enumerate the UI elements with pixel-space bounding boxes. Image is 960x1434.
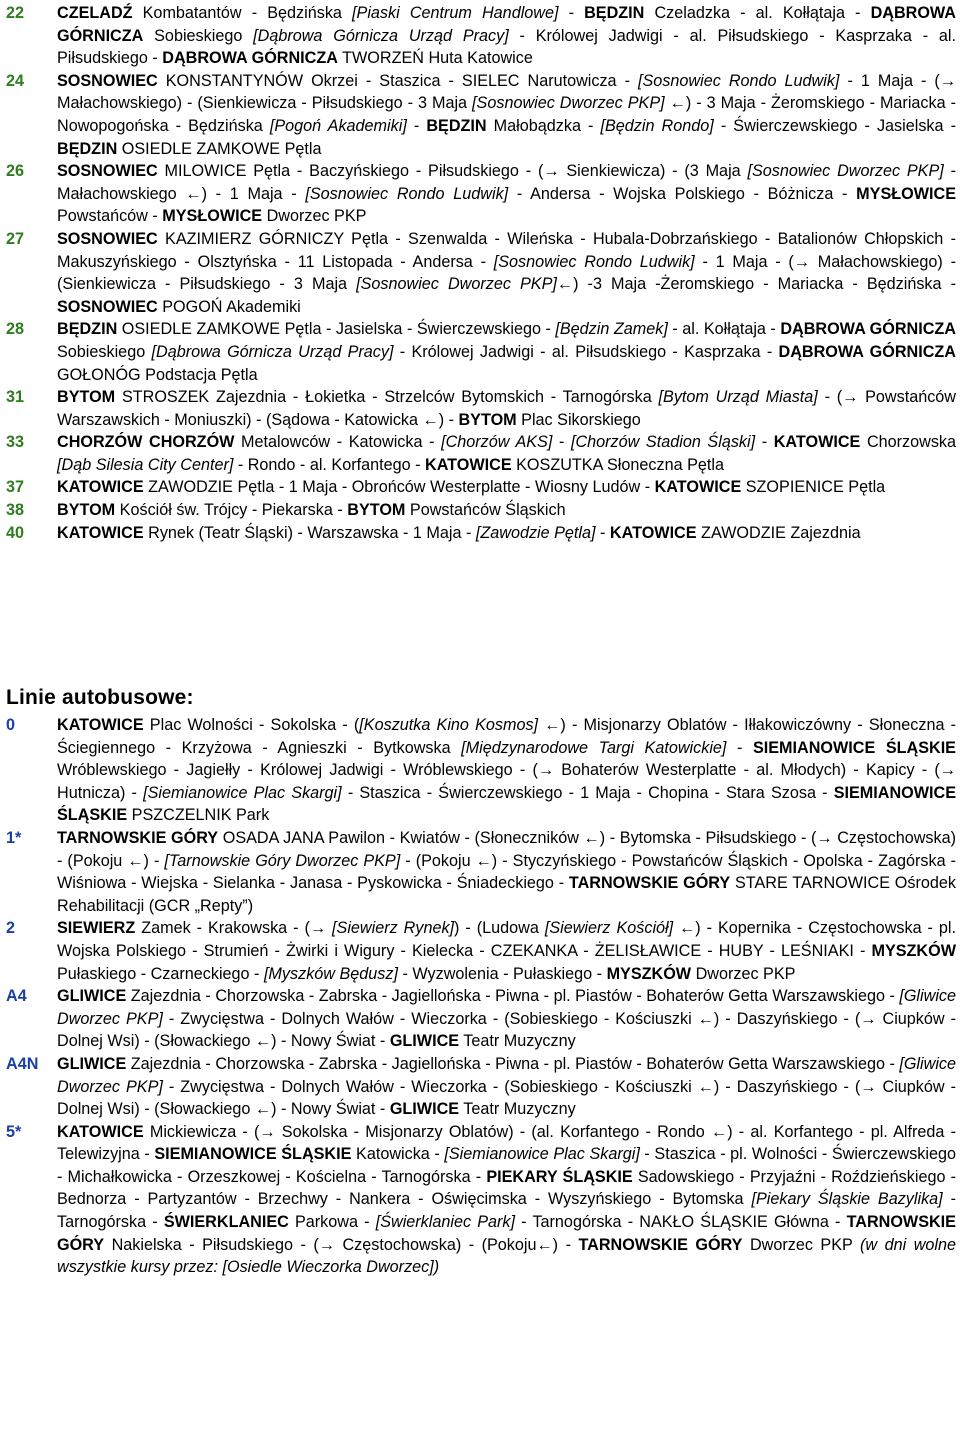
route-text: - [595,523,610,542]
route-number: A4N [6,1054,39,1073]
city-name: DĄBROWA GÓRNICZA [778,342,956,361]
tram-route-entry [0,2,960,70]
route-text: POGOŃ Akademiki [157,297,301,316]
stop-name: [Będzin Zamek] [555,320,668,339]
city-name: SIEWIERZ [57,919,136,938]
route-number: 27 [6,229,25,248]
route-text: Zajezdnia - Chorzowska - Zabrska - Jagiellońska - Piwna - pl. Piastów - Bohaterów Getta Warszawskiego - [126,1054,900,1073]
bus-route-entry [0,1053,960,1121]
city-name: DĄBROWA GÓRNICZA [57,4,956,45]
route-number: 37 [6,478,25,497]
route-number: 28 [6,320,25,339]
route-text: - Królowej Jadwigi - al. Piłsudskiego - Kasprzaka - [393,342,779,361]
stop-name: [Siewierz Kościół] [544,919,674,938]
route-number: 38 [6,501,25,520]
route-description [57,829,956,915]
stop-name: [Świerklaniec Park] [375,1213,516,1232]
route-text: ←) - Misjonarzy Oblatów - Iłłakowiczówny - Słoneczna - Ściegiennego - Krzyżowa - Agnieszki - Bytkowska [57,716,956,757]
stop-name: (w dni wolne wszystkie kursy przez: [Osiedle Wieczorka Dworzec]) [57,1235,956,1277]
route-text: - [406,116,427,135]
city-name: BYTOM [458,410,517,429]
city-name: CHORZÓW CHORZÓW [57,433,235,452]
route-text: Nakielska - Piłsudskiego - (→ Częstochowska) - (Pokoju←) - [104,1235,579,1254]
route-text: Mickiewicza - (→ Sokolska - Misjonarzy Oblatów) - (al. Korfantego - Rondo ←) - al. Korfantego - pl. Alfreda - Telewizyjna - [57,1122,956,1164]
route-text: - Wyzwolenia - Pułaskiego - [397,964,607,983]
route-number: 1* [6,828,22,847]
stop-name: [Gliwice Dworzec PKP] [57,1054,957,1096]
route-text: MILOWICE Pętla - Baczyńskiego - Piłsudskiego - (→ Sienkiewicza) - (3 Maja [157,162,748,181]
route-text: - Tarnogórska - [57,1190,956,1232]
tram-route-entry [0,431,960,476]
route-text: Kościół św. Trójcy - Piekarska - [115,501,348,520]
route-text: Teatr Muzyczny [459,1032,576,1051]
route-number: 22 [6,4,25,22]
city-name: GLIWICE [57,1054,127,1073]
city-name: BĘDZIN [57,320,118,339]
tram-route-entry [0,160,960,228]
route-description [57,987,956,1050]
route-text: Rynek (Teatr Śląski) - Warszawska - 1 Maja - [143,523,476,542]
route-text: - (Pokoju ←) - Styczyńskiego - Powstańców Śląskich - Opolska - Zagórska - Wiśniowa - Wiejska - Sielanka - Janasa - Pyskowicka - Śniadeckiego - [57,851,956,893]
route-description [57,72,956,158]
route-text: - Królowej Jadwigi - al. Piłsudskiego - Kasprzaka - al. Piłsudskiego - [57,26,956,68]
route-text: OSIEDLE ZAMKOWE Pętla - Jasielska - Świerczewskiego - [117,320,556,339]
route-text: TWORZEŃ Huta Katowice [337,49,533,68]
route-text: ←) -3 Maja -Żeromskiego - Mariacka - Będzińska - [556,275,956,294]
city-name: BYTOM [57,388,116,407]
route-number: 2 [6,919,16,938]
route-text: ←) - Kopernika - Częstochowska - pl. Wojska Polskiego - Strumień - Żwirki i Wigury - Kielecka - CZEKANKA - ŻELISŁAWICE - HUBY - LEŚNIAKI - [57,919,956,960]
route-number: 40 [6,523,25,542]
stop-name: [Chorzów AKS] [441,433,553,452]
stop-name: [Zawodzie Pętla] [475,523,596,542]
city-name: SOSNOWIEC [57,229,158,248]
bus-route-entry [0,714,960,827]
route-text: Teatr Muzyczny [459,1100,576,1119]
route-text: PSZCZELNIK Park [127,806,270,825]
city-name: KATOWICE [654,478,742,497]
route-description [57,320,956,383]
city-name: KATOWICE [57,523,144,542]
city-name: SIEMIANOWICE ŚLĄSKIE [57,783,956,825]
city-name: KATOWICE [57,1122,144,1141]
route-text: Sobieskiego [57,342,152,361]
stop-name: [Będzin Rondo] [600,116,714,135]
route-number: 24 [6,71,25,90]
bus-section-title: Linie autobusowe: [6,686,194,709]
city-name: DĄBROWA GÓRNICZA [780,320,956,339]
city-name: PIEKARY ŚLĄSKIE [486,1167,633,1186]
tram-route-entry [0,476,960,499]
route-text: Plac Sikorskiego [516,410,641,429]
route-number: 26 [6,162,25,181]
route-text: Sobieskiego [143,26,254,45]
city-name: TARNOWSKIE GÓRY [57,828,219,847]
route-number: 0 [6,716,16,734]
tram-route-entry [0,522,960,545]
route-number: 33 [6,433,25,452]
route-text: Małobądzka - [486,116,601,135]
route-text: Sadowskiego - Przyjaźni - Roździeńskiego - Bednorza - Partyzantów - Brzechwy - Nankera - Oświęcimska - Wyszyńskiego - Bytomska [57,1167,957,1209]
route-text: SZOPIENICE Pętla [741,478,886,497]
route-text: - (→ Powstańców Warszawskich - Moniuszki) - (Sądowa - Katowicka ←) - [57,388,956,429]
city-name: MYSZKÓW [871,941,956,960]
city-name: SOSNOWIEC [57,162,158,181]
route-text: Chorzowska [860,433,957,452]
route-text: Czeladzka - al. Kołłątaja - [644,4,871,22]
route-description [57,716,956,824]
stop-name: [Chorzów Stadion Śląski] [570,433,756,452]
city-name: KATOWICE [57,478,144,497]
city-name: BYTOM [347,501,406,520]
route-description [57,162,956,225]
route-text: - 1 Maja - (→ Małachowskiego) - (Sienkiewicza - Piłsudskiego - 3 Maja [57,71,957,113]
route-text: Plac Wolności - Sokolska - ( [143,716,360,734]
route-text: - Małachowskiego ←) - 1 Maja - [57,162,956,203]
route-text: - [726,738,753,757]
route-number: 5* [6,1122,22,1141]
route-text: Wróblewskiego - Jagiełły - Królowej Jadwigi - Wróblewskiego - (→ Bohaterów Westerplatte - al. Młodych) - Kapicy - (→ Hutnicza) - [57,761,956,802]
stop-name: [Dąbrowa Górnicza Urząd Pracy] [151,342,394,361]
route-text: ) - (Ludowa [454,919,545,938]
route-description [57,478,885,496]
city-name: DĄBROWA GÓRNICZA [162,49,338,68]
tram-route-entry [0,386,960,431]
stop-name: [Sosnowiec Dworzec PKP] [356,275,557,294]
city-name: KATOWICE [609,523,697,542]
route-text: ZAWODZIE Pętla - 1 Maja - Obrońców Westerplatte - Wiosny Ludów - [143,478,655,497]
route-text: - Andersa - Wojska Polskiego - Bóżnicza - [508,184,857,203]
route-text: Dworzec PKP [262,207,367,226]
route-description [57,1123,956,1277]
route-description [57,919,956,982]
city-name: BĘDZIN [426,116,487,135]
stop-name: [Siemianowice Plac Skargi] [444,1145,640,1164]
stop-name: [Sosnowiec Rondo Ludwik] [638,71,840,90]
route-text: STARE TARNOWICE Ośrodek Rehabilitacji (GCR „Repty”) [57,874,956,915]
city-name: MYSZKÓW [606,964,692,983]
city-name: CZELADŹ [57,4,133,22]
route-text: Zamek - Krakowska - (→ [135,919,333,938]
city-name: MYSŁOWICE [856,184,956,203]
city-name: BĘDZIN [584,4,645,22]
tram-routes-list [0,2,960,544]
route-description [57,501,566,519]
route-number: 31 [6,388,25,407]
route-text: Powstańców Śląskich [405,501,566,520]
route-text: - [558,4,585,22]
route-text: Dworzec PKP [691,964,796,983]
route-text: OSIEDLE ZAMKOWE Pętla [117,139,322,158]
bus-route-entry [0,917,960,985]
city-name: MYSŁOWICE [162,207,263,226]
route-text: - [755,433,774,452]
stop-name: [Piekary Śląskie Bazylika] [751,1190,943,1209]
route-description [57,230,956,316]
route-text: - Staszica - Świerczewskiego - 1 Maja - Chopina - Stara Szosa - [341,783,834,802]
route-text: - Zwycięstwa - Dolnych Wałów - Wieczorka - (Sobieskiego - Kościuszki ←) - Daszyńskiego - (→ Ciupków - Dolnej Wsi) - (Słowackiego ←) - Nowy Świat - [57,1077,956,1119]
route-text: - 1 Maja - (→ Małachowskiego) - (Sienkiewicza - Piłsudskiego - 3 Maja [57,252,956,294]
tram-route-entry [0,228,960,318]
stop-name: [Sosnowiec Rondo Ludwik] [493,252,695,271]
route-description [57,388,956,429]
city-name: SOSNOWIEC [57,71,158,90]
city-name: ŚWIERKLANIEC [163,1213,289,1232]
timetable-page [0,2,960,1277]
city-name: BĘDZIN [57,139,118,158]
stop-name: [Pogoń Akademiki] [269,116,407,135]
route-text: - Zwycięstwa - Dolnych Wałów - Wieczorka - (Sobieskiego - Kościuszki ←) - Daszyńskiego - (→ Ciupków - Dolnej Wsi) - (Słowackiego ←) - Nowy Świat - [57,1009,956,1051]
city-name: TARNOWSKIE GÓRY [57,1213,956,1254]
city-name: GLIWICE [57,987,127,1006]
route-description [57,4,956,67]
stop-name: [Siewierz Rynek] [332,919,455,938]
stop-name: [Gliwice Dworzec PKP] [57,987,957,1028]
bus-route-entry [0,985,960,1053]
bus-route-entry [0,1121,960,1279]
route-text: - [552,433,571,452]
city-name: BYTOM [57,501,116,520]
route-text: Parkowa - [288,1213,376,1232]
city-name: GLIWICE [389,1032,460,1051]
route-text: STROSZEK Zajezdnia - Łokietka - Strzelców Bytomskich - Tarnogórska [115,388,659,407]
stop-name: [Sosnowiec Dworzec PKP] [747,162,944,181]
route-description [57,1055,956,1118]
route-text: - Rondo - al. Korfantego - [233,455,425,474]
stop-name: [Tarnowskie Góry Dworzec PKP] [164,851,401,870]
route-text: - Staszica - pl. Wolności - Świerczewskiego - Michałkowicka - Orzeszkowej - Kościelna - Tarnogórska - [57,1145,956,1186]
stop-name: [Dąbrowa Górnicza Urząd Pracy] [253,26,509,45]
tram-route-entry [0,70,960,160]
city-name: TARNOWSKIE GÓRY [568,874,731,893]
stop-name: [Bytom Urząd Miasta] [658,388,818,407]
route-text: KOSZUTKA Słoneczna Pętla [511,455,724,474]
city-name: SIEMIANOWICE ŚLĄSKIE [154,1145,352,1164]
stop-name: [Sosnowiec Dworzec PKP] [472,94,665,113]
tram-route-entry [0,318,960,386]
route-text: ZAWODZIE Zajezdnia [696,523,861,542]
stop-name: [Koszutka Kino Kosmos] [359,716,539,734]
route-text: Kombatantów - Będzińska [132,4,353,22]
route-text: Zajezdnia - Chorzowska - Zabrska - Jagiellońska - Piwna - pl. Piastów - Bohaterów Getta Warszawskiego - [126,987,900,1006]
tram-route-entry [0,499,960,522]
route-text: Pułaskiego - Czarneckiego - [57,964,264,983]
stop-name: [Międzynarodowe Targi Katowickie] [461,738,727,757]
route-text: ←) - 3 Maja - Żeromskiego - Mariacka - Nowopogońska - Będzińska [57,94,956,135]
stop-name: [Dąb Silesia City Center] [57,455,234,474]
city-name: TARNOWSKIE GÓRY [578,1235,743,1254]
city-name: KATOWICE [57,716,144,734]
route-text: - Tarnogórska - NAKŁO ŚLĄSKIE Główna - [515,1213,847,1232]
stop-name: [Myszków Będusz] [263,964,398,983]
city-name: SOSNOWIEC [57,297,158,316]
city-name: GLIWICE [389,1100,460,1119]
route-description [57,433,956,474]
city-name: KATOWICE [425,455,512,474]
route-text: - al. Kołłątaja - [667,320,781,339]
route-text: Powstańców - [57,207,163,226]
route-text: KAZIMIERZ GÓRNICZY Pętla - Szenwalda - Wileńska - Hubala-Dobrzańskiego - Batalionów Chłopskich - Makuszyńskiego - Olsztyńska - 11 Listopada - Andersa - [57,229,956,271]
stop-name: [Sosnowiec Rondo Ludwik] [305,184,509,203]
city-name: SIEMIANOWICE ŚLĄSKIE [752,738,956,757]
bus-routes-list [0,714,960,1279]
route-text: OSADA JANA Pawilon - Kwiatów - (Słoneczników ←) - Bytomska - Piłsudskiego - (→ Częstochowska) - (Pokoju ←) - [57,828,956,870]
stop-name: [Siemianowice Plac Skargi] [143,783,342,802]
city-name: KATOWICE [773,433,861,452]
route-text: Dworzec PKP [742,1235,861,1254]
bus-route-entry [0,827,960,917]
route-text: KONSTANTYNÓW Okrzei - Staszica - SIELEC Narutowicza - [157,71,639,90]
route-text: - Świerczewskiego - Jasielska - [713,116,956,135]
route-text: Metalowców - Katowicka - [234,433,442,452]
route-number: A4 [6,987,27,1006]
route-description [57,524,861,542]
stop-name: [Piaski Centrum Handlowe] [352,4,559,22]
route-text: Katowicka - [351,1145,445,1164]
route-text: GOŁONÓG Podstacja Pętla [57,365,258,384]
